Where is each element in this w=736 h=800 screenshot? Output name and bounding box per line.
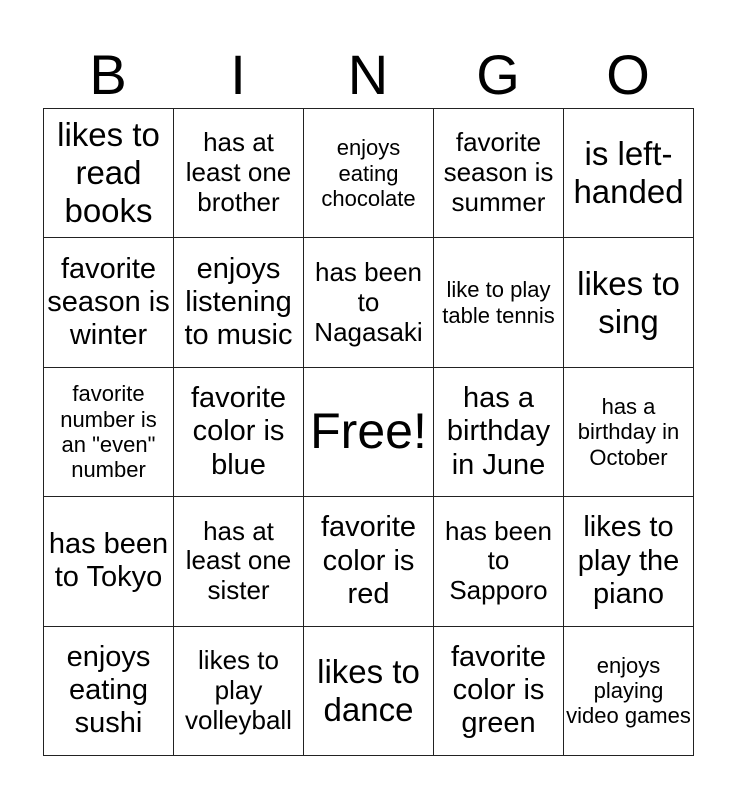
bingo-cell[interactable]: likes to dance (304, 626, 434, 755)
bingo-cell[interactable]: has been to Tokyo (44, 497, 174, 626)
bingo-cell[interactable]: enjoys eating chocolate (304, 109, 434, 238)
bingo-cell[interactable]: has a birthday in October (564, 367, 694, 496)
bingo-cell[interactable]: favorite season is summer (434, 109, 564, 238)
board-row (44, 238, 694, 367)
bingo-cell[interactable]: enjoys eating sushi (44, 626, 174, 755)
board-row (44, 626, 694, 755)
header-letter-b: B (89, 43, 127, 106)
bingo-cell[interactable]: has at least one brother (174, 109, 304, 238)
bingo-cell[interactable]: likes to play the piano (564, 497, 694, 626)
header-letter-n: N (347, 43, 389, 106)
bingo-cell[interactable]: has a birthday in June (434, 367, 564, 496)
bingo-cell[interactable]: has been to Sapporo (434, 497, 564, 626)
bingo-cell[interactable]: has been to Nagasaki (304, 238, 434, 367)
bingo-cell[interactable]: favorite color is blue (174, 367, 304, 496)
bingo-cell[interactable]: favorite color is red (304, 497, 434, 626)
bingo-cell[interactable]: enjoys listening to music (174, 238, 304, 367)
bingo-cell[interactable]: favorite season is winter (44, 238, 174, 367)
header-letter-o: O (606, 43, 650, 106)
bingo-cell[interactable]: favorite color is green (434, 626, 564, 755)
bingo-board (43, 108, 694, 756)
bingo-cell[interactable]: likes to sing (564, 238, 694, 367)
bingo-cell[interactable]: like to play table tennis (434, 238, 564, 367)
free-cell[interactable]: Free! (304, 367, 434, 496)
header-letter-i: I (230, 43, 246, 106)
bingo-cell[interactable]: likes to play volleyball (174, 626, 304, 755)
bingo-cell[interactable]: favorite number is an "even" number (44, 367, 174, 496)
bingo-cell[interactable]: has at least one sister (174, 497, 304, 626)
bingo-cell[interactable]: enjoys playing video games (564, 626, 694, 755)
bingo-cell[interactable]: is left-handed (564, 109, 694, 238)
bingo-cell[interactable]: likes to read books (44, 109, 174, 238)
board-row (44, 109, 694, 238)
board-row (44, 367, 694, 496)
bingo-header (43, 40, 693, 110)
board-row (44, 497, 694, 626)
header-letter-g: G (476, 43, 520, 106)
